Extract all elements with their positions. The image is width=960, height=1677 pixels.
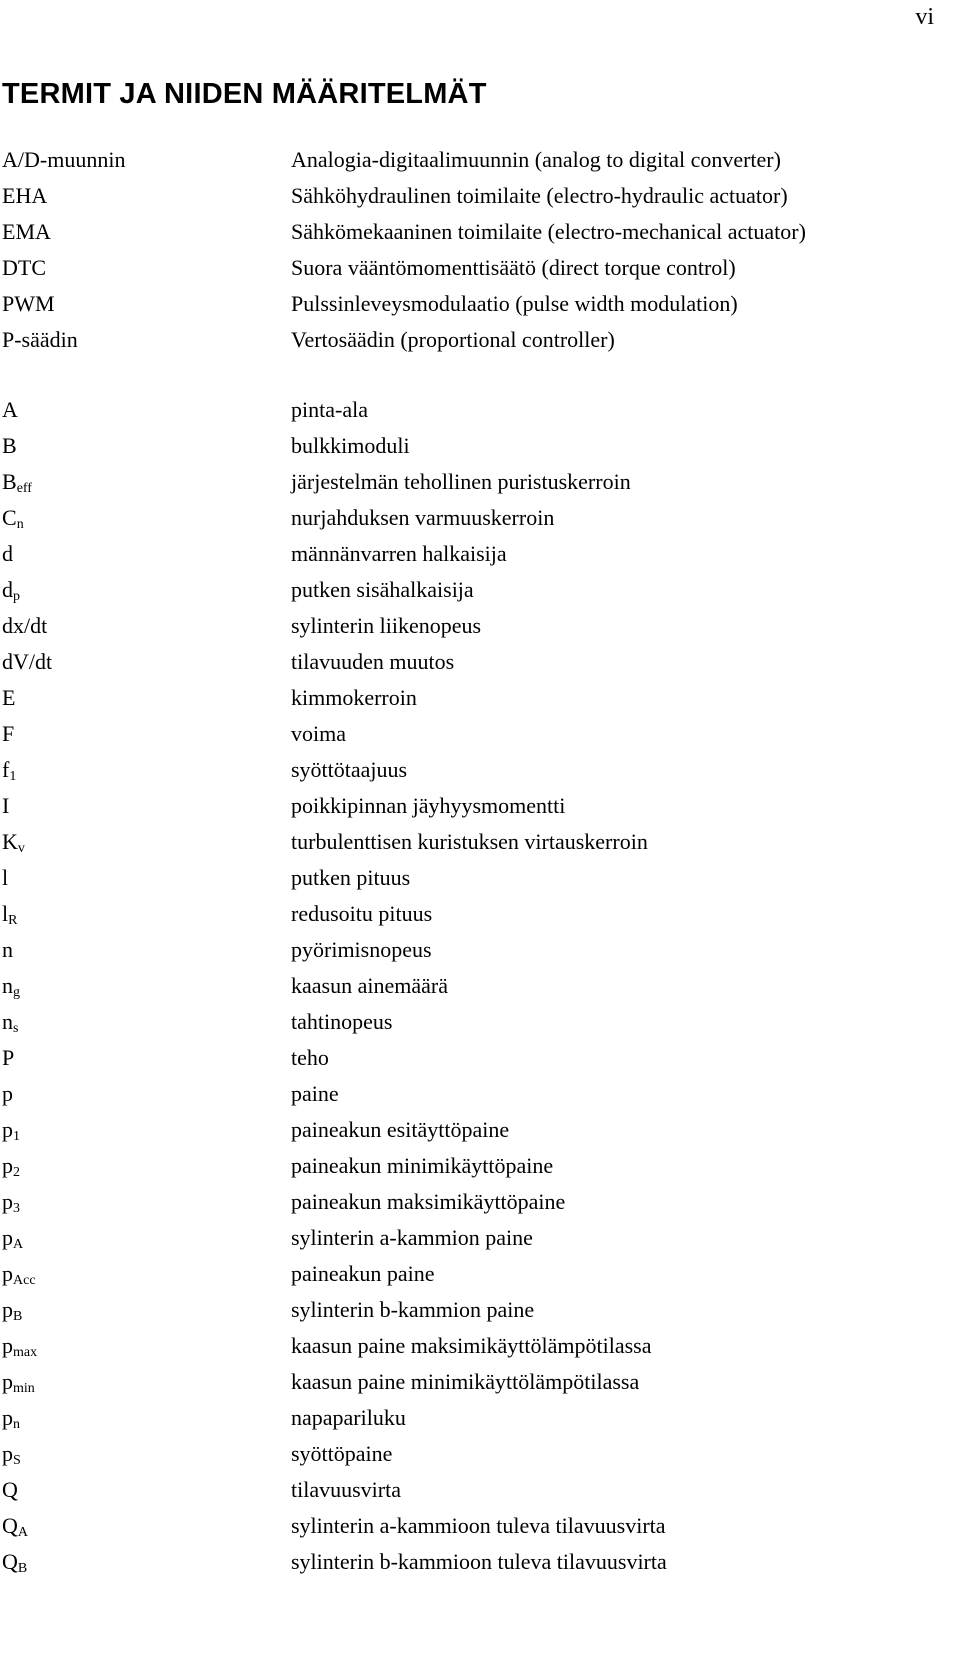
symbol-row: [2, 896, 952, 932]
symbol-base: A: [2, 397, 18, 422]
symbol-term: [2, 644, 52, 680]
symbol-base: p: [2, 1333, 13, 1358]
symbol-definition: putken sisähalkaisija: [291, 577, 474, 602]
symbol-term: [2, 1400, 20, 1436]
symbol-subscript: min: [13, 1381, 35, 1396]
page-number: vi: [915, 4, 934, 30]
symbol-subscript: B: [17, 1561, 28, 1576]
symbol-term: [2, 1184, 20, 1220]
abbreviation-row: [2, 250, 952, 286]
symbol-definition: kaasun ainemäärä: [291, 973, 448, 998]
symbol-row: [2, 1112, 952, 1148]
abbreviation-term: A/D-muunnin: [2, 147, 126, 172]
abbreviation-row: [2, 214, 952, 250]
symbol-row: [2, 680, 952, 716]
symbol-subscript: eff: [16, 481, 32, 496]
symbol-term: [2, 1292, 22, 1328]
symbol-row: [2, 608, 952, 644]
abbreviation-row: [2, 178, 952, 214]
symbol-definition: syöttötaajuus: [291, 757, 408, 782]
symbol-subscript: A: [13, 1237, 24, 1252]
symbol-definition: paineakun minimikäyttöpaine: [291, 1153, 554, 1178]
symbol-base: dx/dt: [2, 613, 48, 638]
symbol-subscript: p: [13, 589, 20, 604]
symbol-base: p: [2, 1441, 13, 1466]
symbol-term: [2, 572, 20, 608]
abbreviation-term: EHA: [2, 183, 48, 208]
abbreviation-term: PWM: [2, 291, 55, 316]
symbol-base: n: [2, 937, 13, 962]
symbol-row: [2, 860, 952, 896]
symbol-base: l: [2, 865, 9, 890]
symbol-term: [2, 896, 17, 932]
symbol-row: [2, 1004, 952, 1040]
symbol-subscript: max: [13, 1345, 38, 1360]
symbol-subscript: v: [17, 841, 25, 856]
abbreviation-list: [2, 142, 952, 358]
symbol-row: [2, 1508, 952, 1544]
symbol-definition: sylinterin liikenopeus: [291, 613, 482, 638]
symbol-term: [2, 1220, 23, 1256]
symbol-row: [2, 1472, 952, 1508]
symbol-row: [2, 824, 952, 860]
symbol-definition: pinta-ala: [291, 397, 368, 422]
symbol-base: K: [2, 829, 18, 854]
symbol-row: [2, 1364, 952, 1400]
abbreviation-definition: Pulssinleveysmodulaatio (pulse width modulation): [291, 291, 738, 316]
symbol-term: [2, 1544, 27, 1580]
symbol-base: Q: [2, 1513, 18, 1538]
symbol-definition: poikkipinnan jäyhyysmomentti: [291, 793, 566, 818]
symbol-definition: männänvarren halkaisija: [291, 541, 507, 566]
symbol-subscript: 2: [13, 1165, 20, 1180]
abbreviation-term: EMA: [2, 219, 51, 244]
abbreviation-definition: Sähkömekaaninen toimilaite (electro-mechanical actuator): [291, 219, 806, 244]
symbol-base: E: [2, 685, 16, 710]
symbol-base: p: [2, 1117, 13, 1142]
symbol-base: p: [2, 1369, 13, 1394]
symbol-subscript: n: [16, 517, 24, 532]
symbol-row: [2, 500, 952, 536]
symbol-definition: tilavuusvirta: [291, 1477, 401, 1502]
symbol-definition: järjestelmän tehollinen puristuskerroin: [291, 469, 631, 494]
symbol-base: B: [2, 433, 17, 458]
symbol-definition: kimmokerroin: [291, 685, 417, 710]
symbol-row: [2, 716, 952, 752]
symbol-definition: syöttöpaine: [291, 1441, 393, 1466]
symbol-term: [2, 1472, 18, 1508]
symbol-base: C: [2, 505, 17, 530]
symbol-term: [2, 1076, 13, 1112]
symbol-subscript: A: [17, 1525, 29, 1540]
symbol-base: d: [2, 541, 13, 566]
abbreviation-row: [2, 322, 952, 358]
symbol-base: p: [2, 1225, 13, 1250]
symbol-row: [2, 464, 952, 500]
symbol-definition: tahtinopeus: [291, 1009, 393, 1034]
symbol-term: [2, 1148, 20, 1184]
symbol-definition: tilavuuden muutos: [291, 649, 455, 674]
abbreviation-definition: Analogia-digitaalimuunnin (analog to digital converter): [291, 147, 781, 172]
symbol-base: B: [2, 469, 17, 494]
symbol-term: [2, 536, 13, 572]
symbol-row: [2, 932, 952, 968]
symbol-definition: kaasun paine minimikäyttölämpötilassa: [291, 1369, 640, 1394]
symbol-base: F: [2, 721, 15, 746]
abbreviation-definition: Suora vääntömomenttisäätö (direct torque control): [291, 255, 736, 280]
symbol-subscript: S: [13, 1453, 21, 1468]
symbol-term: [2, 1004, 18, 1040]
symbol-definition: paineakun maksimikäyttöpaine: [291, 1189, 566, 1214]
symbol-subscript: R: [8, 913, 18, 928]
symbol-subscript: 1: [9, 769, 17, 784]
symbol-base: n: [2, 1009, 13, 1034]
symbol-row: [2, 1076, 952, 1112]
symbol-term: [2, 608, 47, 644]
symbol-row: [2, 1148, 952, 1184]
symbol-row: [2, 536, 952, 572]
symbol-subscript: s: [13, 1021, 19, 1036]
symbol-row: [2, 752, 952, 788]
symbol-definition: paineakun esitäyttöpaine: [291, 1117, 510, 1142]
symbol-term: [2, 1112, 20, 1148]
symbol-row: [2, 1400, 952, 1436]
symbol-base: p: [2, 1153, 13, 1178]
symbol-term: [2, 1040, 14, 1076]
symbol-term: [2, 1256, 36, 1292]
symbol-term: [2, 428, 17, 464]
symbol-base: Q: [2, 1477, 18, 1502]
symbol-term: [2, 932, 13, 968]
symbol-subscript: g: [13, 985, 20, 1000]
symbol-base: P: [2, 1045, 15, 1070]
abbreviation-row: [2, 142, 952, 178]
symbol-row: [2, 1256, 952, 1292]
symbol-base: f: [2, 757, 10, 782]
symbol-row: [2, 392, 952, 428]
symbol-base: p: [2, 1405, 13, 1430]
symbol-base: l: [2, 901, 9, 926]
symbol-term: [2, 1436, 21, 1472]
symbol-base: I: [2, 793, 10, 818]
symbol-definition: teho: [291, 1045, 329, 1070]
symbol-row: [2, 788, 952, 824]
symbol-row: [2, 1292, 952, 1328]
symbol-term: [2, 752, 16, 788]
abbreviation-term: P-säädin: [2, 327, 78, 352]
symbol-row: [2, 572, 952, 608]
symbol-row: [2, 428, 952, 464]
symbol-definition: kaasun paine maksimikäyttölämpötilassa: [291, 1333, 652, 1358]
symbol-definition: redusoitu pituus: [291, 901, 433, 926]
symbol-term: [2, 680, 15, 716]
symbol-term: [2, 1328, 37, 1364]
symbol-definition: sylinterin a-kammion paine: [291, 1225, 533, 1250]
symbol-term: [2, 392, 18, 428]
symbol-term: [2, 788, 9, 824]
symbol-subscript: B: [13, 1309, 23, 1324]
symbol-term: [2, 1364, 35, 1400]
symbol-base: n: [2, 973, 13, 998]
symbol-definition: paine: [291, 1081, 339, 1106]
symbol-term: [2, 464, 32, 500]
symbol-definition: sylinterin b-kammioon tuleva tilavuusvirta: [291, 1549, 667, 1574]
symbol-definition: paineakun paine: [291, 1261, 435, 1286]
symbol-base: d: [2, 577, 13, 602]
symbol-definition: sylinterin b-kammion paine: [291, 1297, 535, 1322]
symbol-row: [2, 1544, 952, 1580]
symbol-definition: bulkkimoduli: [291, 433, 410, 458]
abbreviation-row: [2, 286, 952, 322]
abbreviation-definition: Vertosäädin (proportional controller): [291, 327, 615, 352]
abbreviation-term: DTC: [2, 255, 46, 280]
symbol-term: [2, 1508, 28, 1544]
symbol-list: [2, 392, 952, 1580]
symbol-row: [2, 1220, 952, 1256]
symbol-term: [2, 500, 24, 536]
symbol-row: [2, 968, 952, 1004]
symbol-definition: turbulenttisen kuristuksen virtauskerroin: [291, 829, 648, 854]
symbol-base: p: [2, 1081, 13, 1106]
symbol-subscript: Acc: [13, 1273, 36, 1288]
symbol-base: p: [2, 1189, 13, 1214]
symbol-subscript: n: [13, 1417, 20, 1432]
symbol-row: [2, 1184, 952, 1220]
symbol-base: dV/dt: [2, 649, 53, 674]
symbol-definition: napapariluku: [291, 1405, 406, 1430]
symbol-definition: putken pituus: [291, 865, 411, 890]
abbreviation-definition: Sähköhydraulinen toimilaite (electro-hydraulic actuator): [291, 183, 788, 208]
symbol-row: [2, 1328, 952, 1364]
symbol-row: [2, 644, 952, 680]
symbol-term: [2, 860, 8, 896]
symbol-term: [2, 968, 20, 1004]
symbol-subscript: 1: [13, 1129, 20, 1144]
symbol-definition: voima: [291, 721, 346, 746]
symbol-base: p: [2, 1261, 13, 1286]
symbol-definition: sylinterin a-kammioon tuleva tilavuusvirta: [291, 1513, 666, 1538]
symbol-definition: nurjahduksen varmuuskerroin: [291, 505, 555, 530]
symbol-definition: pyörimisnopeus: [291, 937, 432, 962]
symbol-subscript: 3: [13, 1201, 20, 1216]
symbol-base: Q: [2, 1549, 18, 1574]
page-title: TERMIT JA NIIDEN MÄÄRITELMÄT: [2, 78, 487, 110]
symbol-row: [2, 1040, 952, 1076]
symbol-base: p: [2, 1297, 13, 1322]
symbol-term: [2, 716, 14, 752]
symbol-term: [2, 824, 25, 860]
symbol-row: [2, 1436, 952, 1472]
